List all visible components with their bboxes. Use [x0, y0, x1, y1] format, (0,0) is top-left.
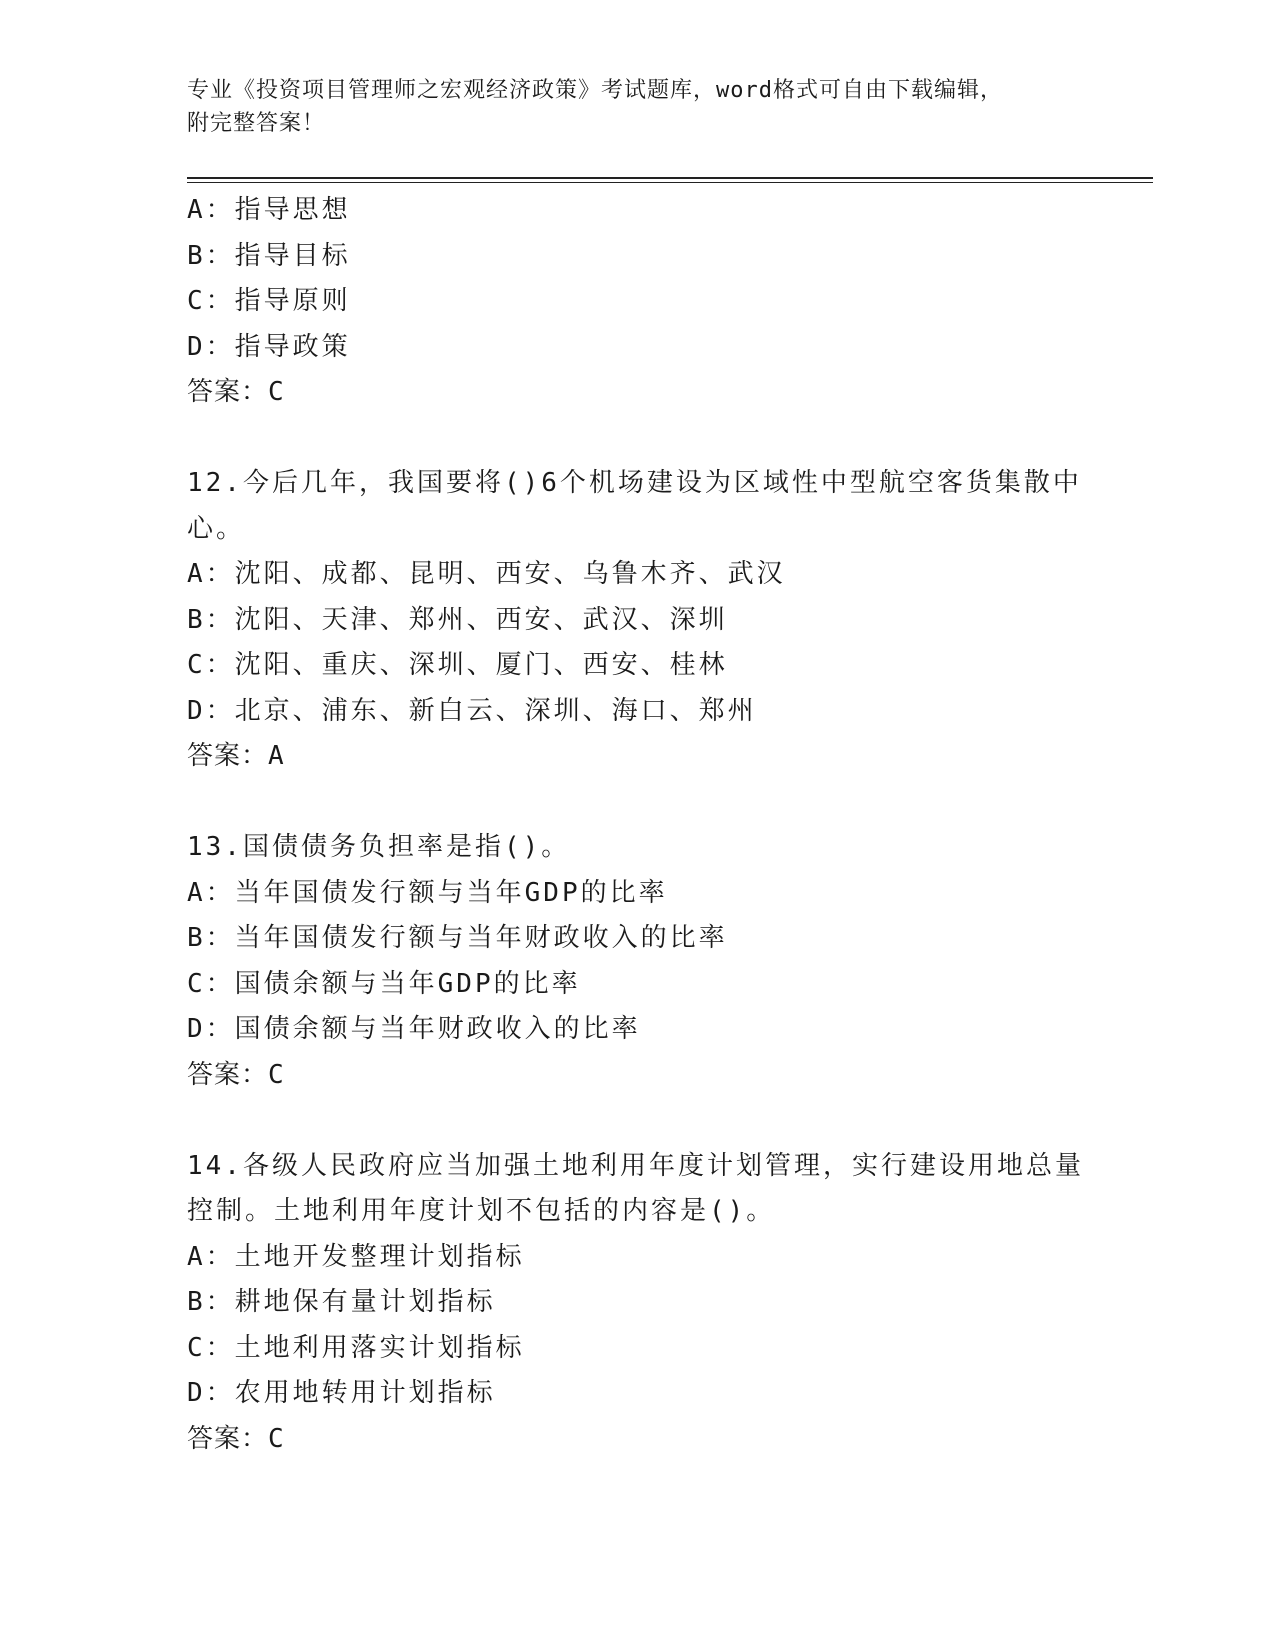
intro-line-1: 专业《投资项目管理师之宏观经济政策》考试题库，word格式可自由下载编辑，	[187, 78, 1003, 103]
question-block-13	[187, 825, 1087, 1098]
option-d: D：指导政策	[187, 331, 351, 362]
option-b: B：当年国债发行额与当年财政收入的比率	[187, 923, 728, 953]
option-c: C：沈阳、重庆、深圳、厦门、西安、桂林	[187, 650, 728, 680]
option-b: B：指导目标	[187, 240, 351, 271]
question-text-line-2: 控制。土地利用年度计划不包括的内容是()。	[187, 1196, 776, 1226]
answer-line: 答案：C	[187, 377, 285, 407]
document-intro	[187, 74, 1107, 140]
intro-line-2: 附完整答案！	[187, 111, 326, 136]
answer-line: 答案：C	[187, 1423, 285, 1454]
option-c: C：国债余额与当年GDP的比率	[187, 968, 581, 999]
spacer	[187, 780, 1087, 826]
option-d: D：北京、浦东、新白云、深圳、海口、郑州	[187, 695, 757, 726]
question-text-line-1: 13.国债债务负担率是指()。	[187, 832, 571, 862]
header-divider-thin	[187, 182, 1153, 183]
question-block-14	[187, 1144, 1087, 1463]
answer-line: 答案：A	[187, 741, 285, 771]
option-b: B：耕地保有量计划指标	[187, 1287, 496, 1317]
question-list	[187, 188, 1087, 1462]
option-b: B：沈阳、天津、郑州、西安、武汉、深圳	[187, 604, 728, 635]
option-d: D：国债余额与当年财政收入的比率	[187, 1014, 641, 1044]
spacer	[187, 1098, 1087, 1144]
option-a: A：土地开发整理计划指标	[187, 1241, 525, 1272]
question-text-line-2: 心。	[187, 513, 246, 544]
question-text-line-1: 12.今后几年，我国要将()6个机场建设为区域性中型航空客货集散中	[187, 468, 1082, 498]
question-text-line-1: 14.各级人民政府应当加强土地利用年度计划管理，实行建设用地总量	[187, 1150, 1084, 1181]
option-a: A：沈阳、成都、昆明、西安、乌鲁木齐、武汉	[187, 559, 786, 589]
option-a: A：当年国债发行额与当年GDP的比率	[187, 877, 668, 908]
answer-line: 答案：C	[187, 1059, 285, 1090]
option-c: C：指导原则	[187, 286, 351, 316]
header-divider-thick	[187, 177, 1153, 179]
option-a: A：指导思想	[187, 195, 351, 225]
question-block-12	[187, 461, 1087, 780]
spacer	[187, 416, 1087, 462]
option-c: C：土地利用落实计划指标	[187, 1332, 525, 1363]
question-block-11	[187, 188, 1087, 416]
option-d: D：农用地转用计划指标	[187, 1378, 496, 1408]
